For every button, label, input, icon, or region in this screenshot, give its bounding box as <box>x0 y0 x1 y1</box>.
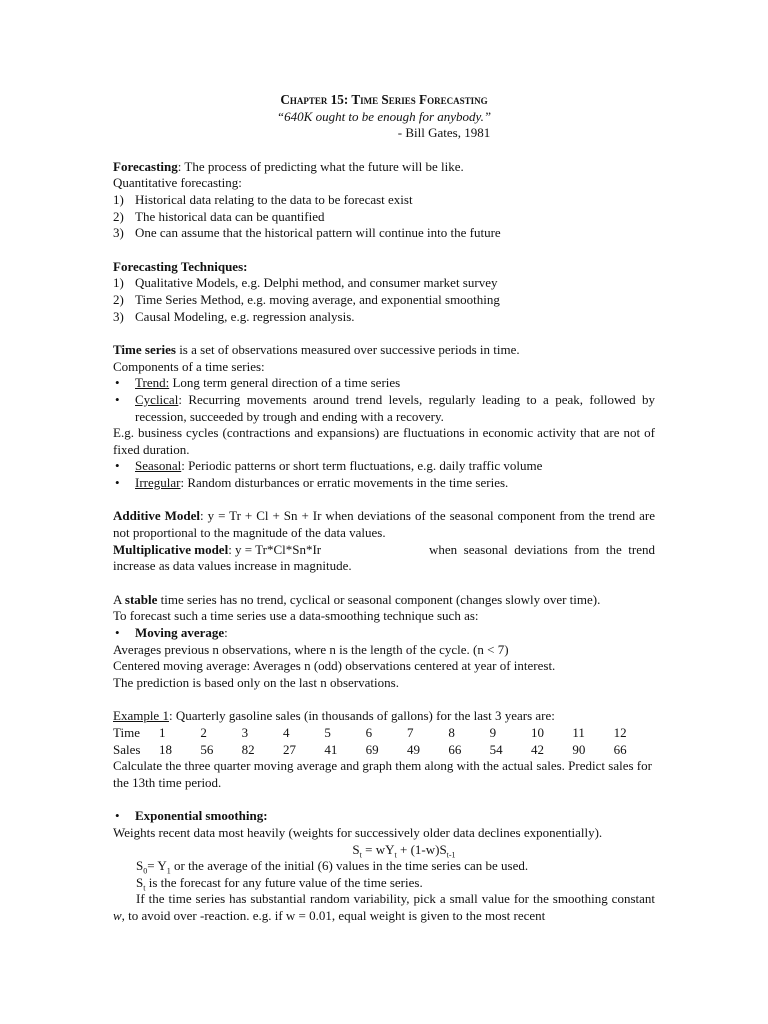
initial-value-note: $S_0= Y_1$ or the average of the initial (6) values in the time series can be used. <box>136 858 529 876</box>
exp-smoothing-line: Weights recent data most heavily (weights for successively older data declines exponentially). <box>113 824 603 840</box>
document-content <box>113 92 655 925</box>
sales-cell: 18 <box>159 741 172 757</box>
sales-cell: 90 <box>572 741 586 757</box>
epigraph-attribution: - Bill Gates, 1981 <box>397 125 491 141</box>
bullet-icon: • <box>115 625 120 641</box>
time-cell: 2 <box>200 725 207 740</box>
quant-item: 2) The historical data can be quantified <box>113 208 325 224</box>
stable-definition: A stable time series has no trend, cyclical or seasonal component (changes slowly over time). <box>113 591 601 607</box>
chapter-title: Chapter 15: Time Series Forecasting <box>280 92 488 107</box>
multiplicative-model-cont: increase as data values increase in magnitude. <box>113 558 352 574</box>
time-cell: 7 <box>406 725 414 740</box>
forecast-note: $S_t$ is the forecast for any future value of the time series. <box>136 874 423 893</box>
moving-average-line: Centered moving average: Averages n (odd) observations centered at year of interest. <box>113 658 556 674</box>
technique-item: 2) Time Series Method, e.g. moving average, and exponential smoothing <box>113 291 500 307</box>
example-task: Calculate the three quarter moving average and graph them along with the actual sales. Predict sales for the 13th time period. <box>113 758 652 790</box>
sales-cell: 27 <box>282 741 296 757</box>
smoothing-formula: $S_t = wY_t + (1-w)S_{t-1}$ <box>352 841 456 860</box>
quantitative-intro: Quantitative forecasting: <box>113 175 242 191</box>
bullet-icon: • <box>115 458 120 474</box>
time-cell: 5 <box>324 725 331 740</box>
time-cell: 6 <box>365 725 373 740</box>
component-trend: • Trend: Long term general direction of a time series <box>115 375 401 391</box>
techniques-heading: Forecasting Techniques: <box>113 258 248 274</box>
components-intro: Components of a time series: <box>113 358 265 374</box>
sales-cell: 42 <box>530 741 544 757</box>
sales-cell: 41 <box>324 741 338 757</box>
business-cycle-note: E.g. business cycles (contractions and expansions) are fluctuations in economic activity that are not of fixed duration. <box>113 425 655 457</box>
bullet-icon: • <box>115 808 120 824</box>
time-cell: 1 <box>159 725 166 740</box>
exp-smoothing-heading: • Exponential smoothing: <box>115 808 268 824</box>
smoothing-constant-paragraph: If the time series has substantial random variability, pick a small value for the smoothing constant w, to avoid over -reaction. e.g. if w = 0.01, equal weight is given to the most recent <box>113 891 655 923</box>
time-cell: 9 <box>489 725 497 740</box>
sales-cell: 69 <box>365 741 379 757</box>
smoothing-intro: To forecast such a time series use a data-smoothing technique such as: <box>113 608 479 624</box>
moving-average-heading: • Moving average: <box>115 625 228 641</box>
time-cell: 11 <box>572 725 585 740</box>
technique-item: 3) Causal Modeling, e.g. regression analysis. <box>113 308 355 324</box>
time-cell: 8 <box>448 725 455 740</box>
time-cell: 10 <box>530 725 544 740</box>
moving-average-line: The prediction is based only on the last n observations. <box>113 674 399 690</box>
time-row <box>113 725 655 742</box>
multiplicative-model: Multiplicative model: y = Tr*Cl*Sn*Ir when seasonal deviations from the trend <box>113 541 655 557</box>
sales-cell: 66 <box>448 741 462 757</box>
time-cell: 12 <box>613 725 627 740</box>
sales-cell: 49 <box>406 741 420 757</box>
additive-model: Additive Model: y = Tr + Cl + Sn + Ir when deviations of the seasonal component from the trend are not proportional to the magnitude of the data values. <box>113 508 655 541</box>
time-cell: 4 <box>282 725 290 740</box>
sales-cell: 66 <box>613 741 627 757</box>
sales-cell: 54 <box>489 741 503 757</box>
forecasting-term: Forecasting <box>113 158 178 174</box>
epigraph-quote: “640K ought to be enough for anybody.” <box>276 108 492 124</box>
bullet-icon: • <box>115 474 120 490</box>
component-cyclical: • Cyclical: Recurring movements around trend levels, regularly leading to a peak, followed by recession, succeeded by trough and ending with a recovery. <box>115 391 655 424</box>
bullet-icon: • <box>115 391 120 407</box>
time-row-label: Time <box>113 725 140 740</box>
sales-row <box>113 742 655 759</box>
quant-item: 1) Historical data relating to the data to be forecast exist <box>113 191 413 207</box>
technique-item: 1) Qualitative Models, e.g. Delphi method, and consumer market survey <box>113 275 498 291</box>
example-intro: Example 1: Quarterly gasoline sales (in thousands of gallons) for the last 3 years are: <box>113 708 555 724</box>
moving-average-line: Averages previous n observations, where n is the length of the cycle. (n < 7) <box>113 641 509 657</box>
sales-cell: 82 <box>241 741 255 757</box>
component-irregular: • Irregular: Random disturbances or erratic movements in the time series. <box>115 474 509 490</box>
time-cell: 3 <box>241 725 249 740</box>
component-seasonal: • Seasonal: Periodic patterns or short term fluctuations, e.g. daily traffic volume <box>115 458 543 474</box>
quant-item: 3) One can assume that the historical pattern will continue into the future <box>113 225 501 241</box>
time-series-definition: Time series is a set of observations measured over successive periods in time. <box>113 342 520 358</box>
bullet-icon: • <box>115 375 120 391</box>
sales-row-label: Sales <box>113 741 141 757</box>
forecasting-definition: Forecasting: The process of predicting what the future will be like. <box>113 158 464 174</box>
sales-cell: 56 <box>200 741 214 757</box>
